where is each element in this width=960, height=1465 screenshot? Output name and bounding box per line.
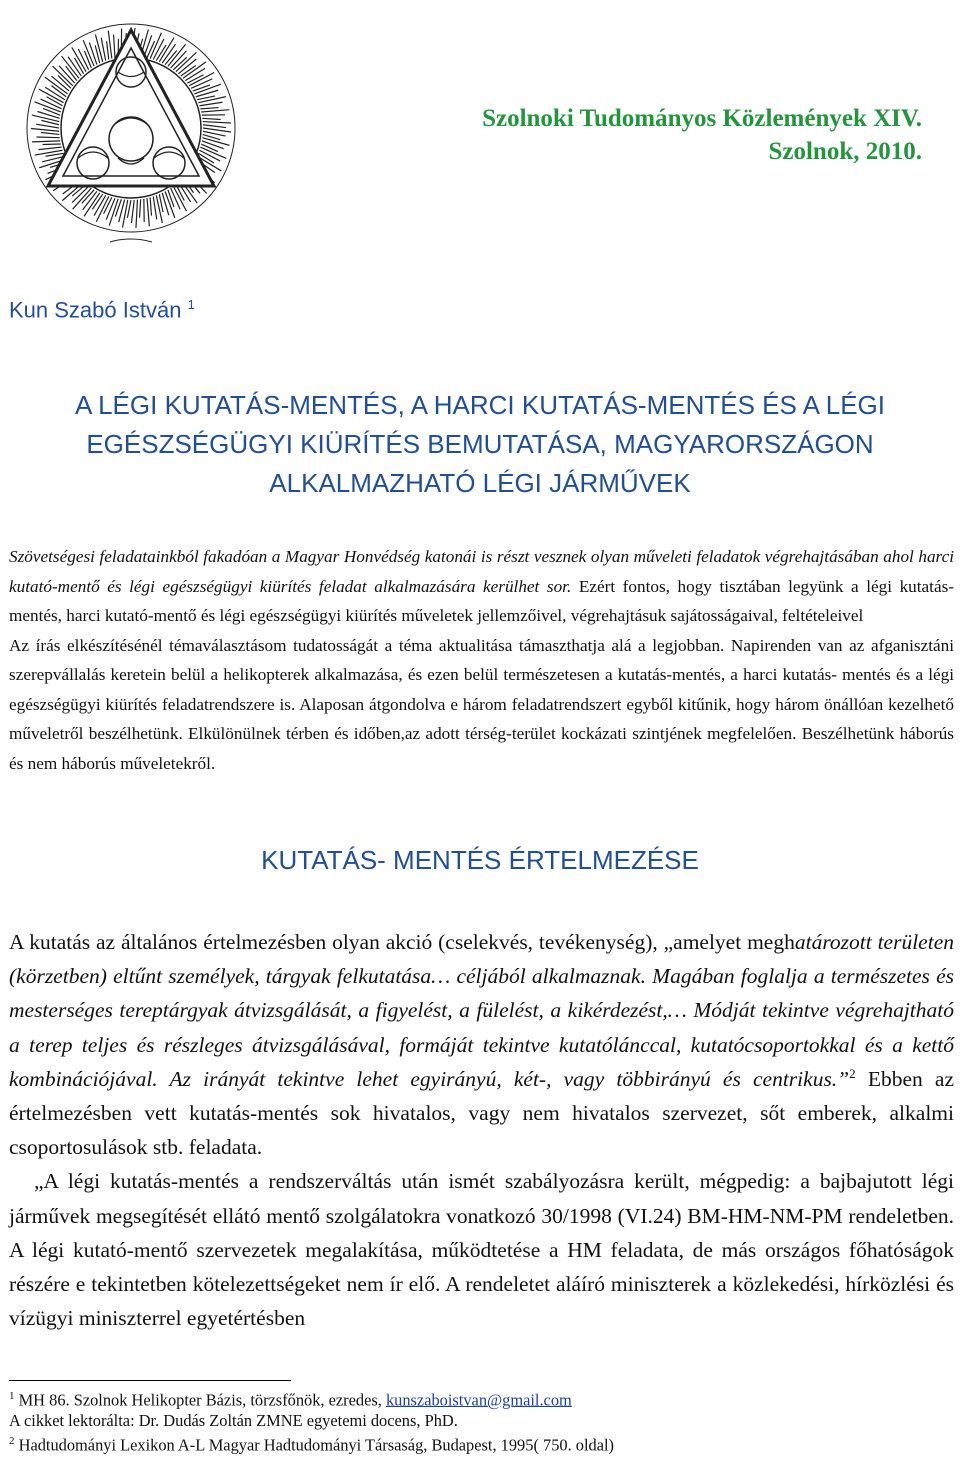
author-name-text: Kun Szabó István xyxy=(9,297,182,323)
abstract-paragraph-1 xyxy=(9,542,954,631)
body-paragraph-2: „A légi kutatás-mentés a rendszerváltás után ismét szabályozásra került, mégpedig: a bajbajutott légi járművek megsegítését ellátó mentő szolgálatokra vonatkozó 30/1998 (VI.24) BM-HM-NM-PM rendeletben. A légi kutató-mentő szervezetek megalakítása, működtetése a HM feladata, de más országos főhatóságok részére e tekintetben kötelezettségeket nem ír elő. A rendeletet aláíró miniszterek a közlekedési, hírközlési és vízügyi miniszterrel egyetértésben xyxy=(9,1169,954,1331)
body-paragraph-1 xyxy=(9,925,954,1164)
footnote-1 xyxy=(9,1386,954,1410)
journal-place-year: Szolnok, 2010. xyxy=(768,138,922,165)
footnotes xyxy=(9,1386,954,1456)
footnote-divider xyxy=(9,1380,291,1381)
section-heading: KUTATÁS- MENTÉS ÉRTELMEZÉSE xyxy=(261,845,699,875)
footnote-2-mark: 2 xyxy=(9,1435,15,1448)
author-name xyxy=(9,297,195,323)
abstract xyxy=(9,542,954,778)
article-title-line-1: A LÉGI KUTATÁS-MENTÉS, A HARCI KUTATÁS-MENTÉS ÉS A LÉGI xyxy=(74,390,886,420)
journal-title: Szolnoki Tudományos Közlemények XIV. xyxy=(482,105,922,132)
body-paragraph-1-end: Ebben az értelmezésben vett kutatás-mentés sok hivatalos, vagy nem hivatalos szervezet, sőt emberek, alkalmi csoportosulások stb. feladata. xyxy=(9,1066,954,1160)
body-paragraph-1-quote: atározott területen (körzetben) eltűnt személyek, tárgyak felkutatása… céljából alkalmaznak. Magában foglalja a természetes és mesterséges tereptárgyak átvizsgálását, a figyelést, a fülelést, a kikérdezést,… Módját tekintve végrehajtható a terep teljes és részleges átvizsgálásával, formáját tekintve kutatólánccal, kutatócsoportokkal és a kettő kombinációjával. Az irányát tekintve lehet egyirányú, két-, vagy többirányú és centrikus.” xyxy=(9,930,954,1091)
abstract-italic-text: Szövetségesi feladatainkból fakadóan a Magyar Honvédség katonái is részt vesznek olyan műveleti feladatok végrehajtásában ahol harci kutató-mentő és légi egészségügyi kiürítés feladat alkalmazására kerülhet sor. xyxy=(9,547,954,596)
author-footnote-mark: 1 xyxy=(187,297,195,312)
footnote-1-reviewer: A cikket lektorálta: Dr. Dudás Zoltán ZMNE egyetemi docens, PhD. xyxy=(9,1411,458,1431)
article-title-line-3: ALKALMAZHATÓ LÉGI JÁRMŰVEK xyxy=(269,468,691,498)
footnote-ref-2: 2 xyxy=(849,1065,856,1081)
footnote-1-text: MH 86. Szolnok Helikopter Bázis, törzsfőnök, ezredes, xyxy=(18,1390,382,1410)
body-text xyxy=(9,925,954,1335)
journal-logo xyxy=(18,8,244,252)
article-title-line-2: EGÉSZSÉGÜGYI KIÜRÍTÉS BEMUTATÁSA, MAGYARORSZÁGON xyxy=(86,429,874,459)
footnote-1-mark: 1 xyxy=(9,1390,15,1402)
footnote-2 xyxy=(9,1431,954,1455)
abstract-paragraph-2: Az írás elkészítésénél témaválasztásom tudatosságát a téma aktualitása támaszthatja alá a legjobban. Napirenden van az afganisztáni szerepvállalás keretein belül a helikopterek alkalmazása, és ezen belül természetesen a kutatás-mentés, a harci kutatás- mentés és a légi egészségügyi kiürítés feladatrendszere is. Alaposan átgondolva e három feladatrendszert egyből kitűnik, hogy három önállóan kezelhető műveletről beszélhetünk. Elkülönülnek térben és időben,az adott térség-terület kockázati szintjének megfelelően. Beszélhetünk háborús és nem háborús műveletekről. xyxy=(9,635,954,773)
author-email-link[interactable]: kunszaboistvan@gmail.com xyxy=(385,1390,572,1410)
footnote-2-text: Hadtudományi Lexikon A-L Magyar Hadtudományi Társaság, Budapest, 1995( 750. oldal) xyxy=(18,1435,615,1455)
abstract-text: Ezért fontos, hogy tisztában legyünk a légi kutatás-mentés, harci kutató-mentő és légi egészségügyi kiürítés műveletek jellemzőivel, végrehajtásuk sajátosságaival, feltételeivel xyxy=(9,576,955,625)
journal-header xyxy=(482,102,922,168)
body-paragraph-1-start: A kutatás az általános értelmezésben olyan akció (cselekvés, tevékenység), „amelyet megh xyxy=(9,930,795,954)
article-title xyxy=(0,386,960,503)
